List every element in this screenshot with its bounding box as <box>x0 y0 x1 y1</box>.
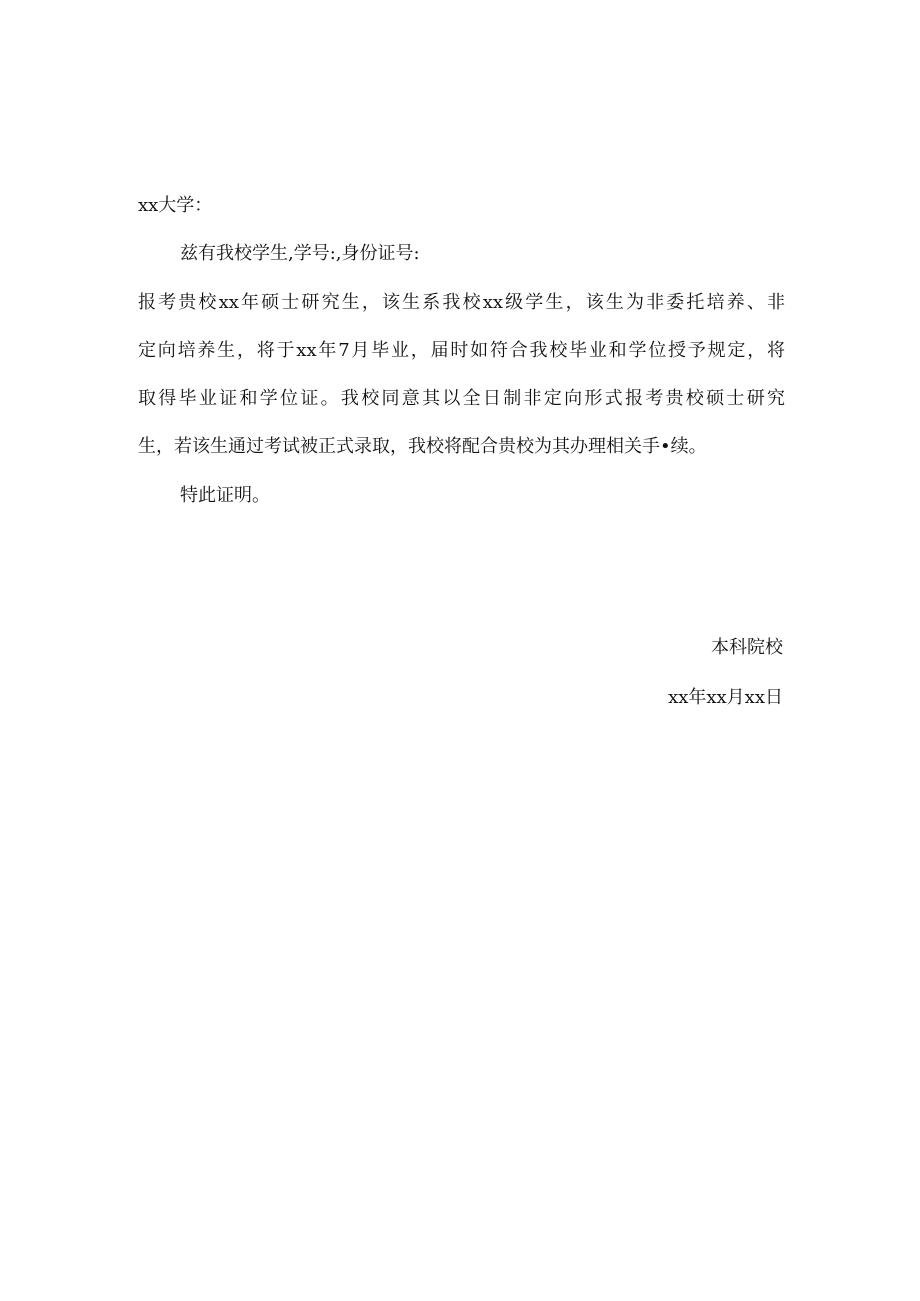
letter-closing: 特此证明。 <box>180 485 270 506</box>
letter-date: xx年xx月xx日 <box>668 687 783 708</box>
body-line: 生，若该生通过考试被正式录取，我校将配合贵校为其办理相关手•续。 <box>138 436 707 457</box>
body-line: 报考贵校xx年硕士研究生，该生系我校xx级学生，该生为非委托培养、非 <box>138 292 785 313</box>
letter-addressee: xx大学： <box>138 195 213 216</box>
body-line: 定向培养生，将于xx年7月毕业，届时如符合我校毕业和学位授予规定，将 <box>138 340 785 361</box>
letter-body <box>138 286 785 478</box>
letter-signature: 本科院校 <box>711 637 783 658</box>
letter-intro: 兹有我校学生,学号:,身份证号: <box>180 243 420 264</box>
body-line: 取得毕业证和学位证。我校同意其以全日制非定向形式报考贵校硕士研究 <box>138 388 785 409</box>
